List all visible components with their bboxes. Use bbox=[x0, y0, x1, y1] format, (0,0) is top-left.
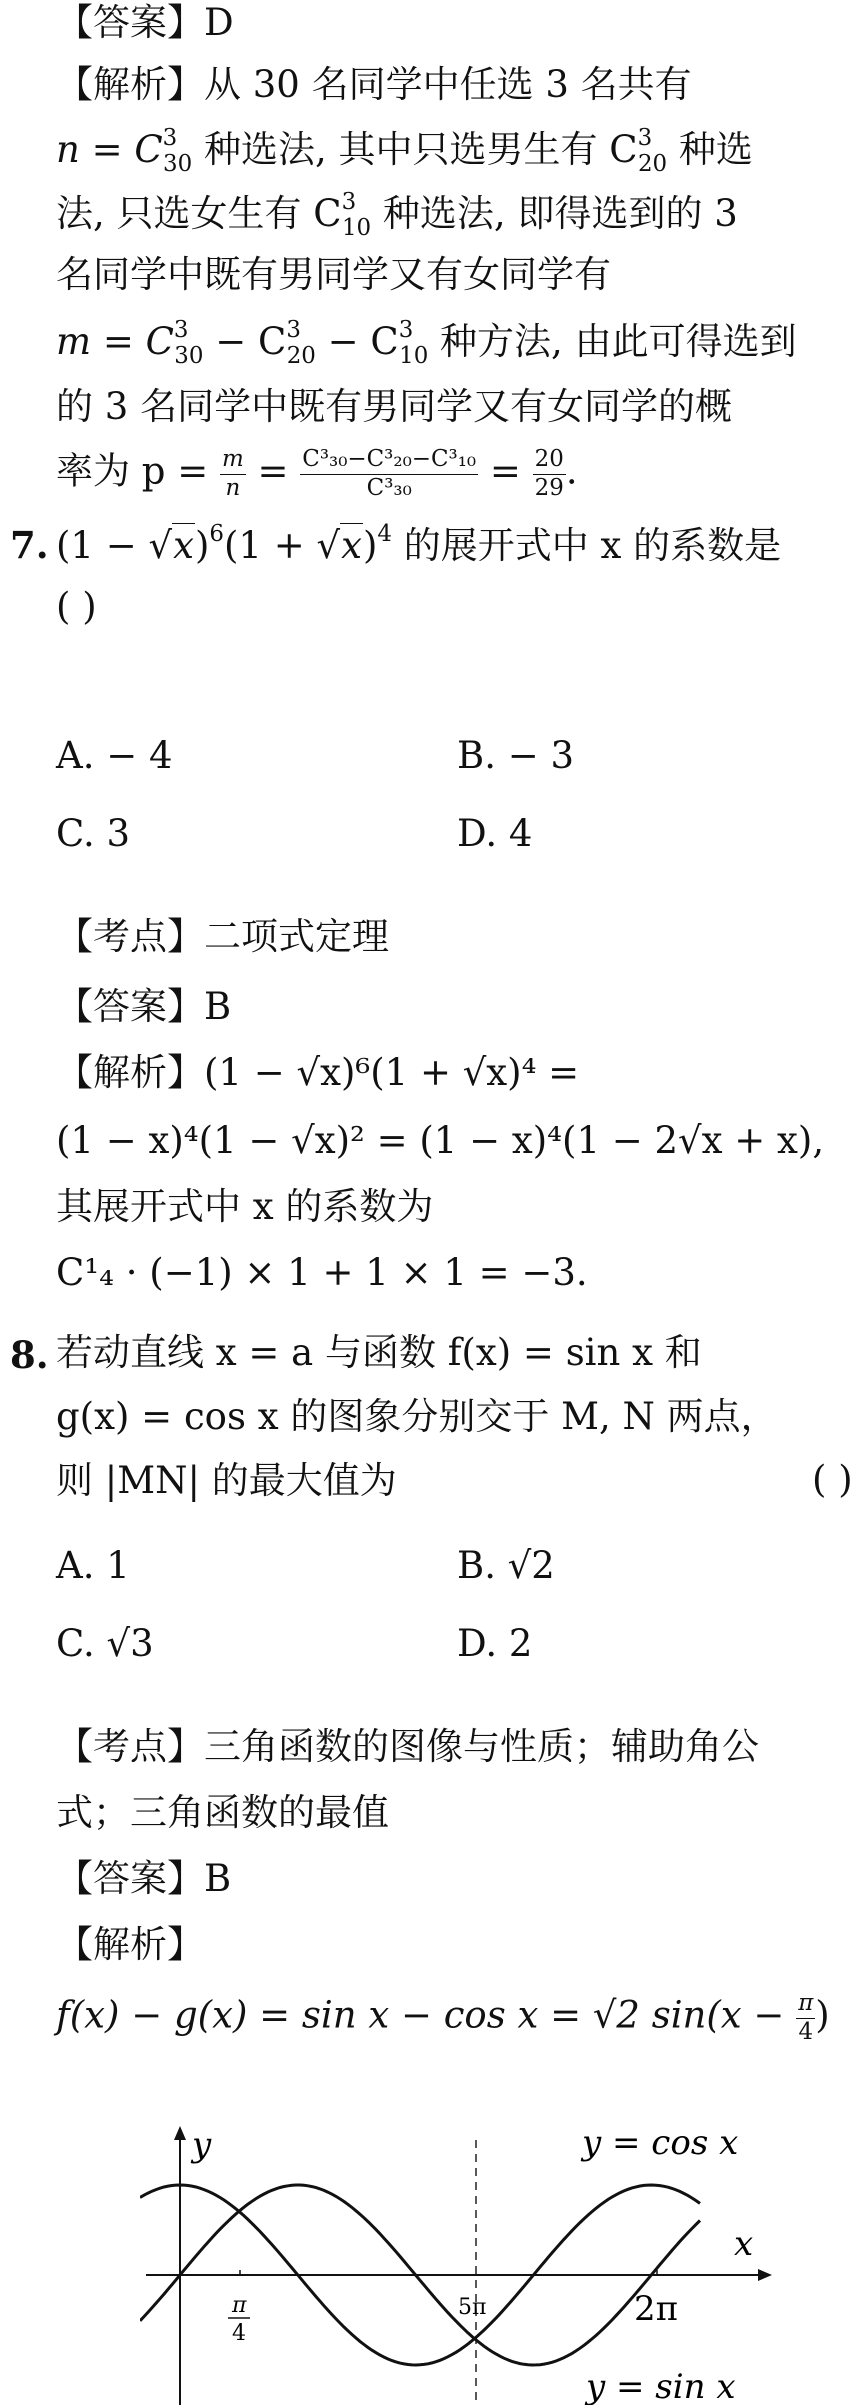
answer-tag: 【答案】 bbox=[56, 1, 204, 44]
sup: 3 bbox=[637, 125, 653, 151]
sup: 3 bbox=[162, 125, 178, 151]
prev-answer-line bbox=[56, 0, 857, 46]
answer-value: B bbox=[204, 1857, 232, 1900]
sin-label: y = sin x bbox=[586, 2367, 736, 2405]
option-value: 1 bbox=[106, 1544, 130, 1587]
point-tag: 【考点】 bbox=[56, 915, 204, 958]
answer-tag: 【答案】 bbox=[56, 1857, 204, 1900]
tick-label-2pi: 2π bbox=[634, 2289, 678, 2329]
q8-point-line-2 bbox=[56, 1790, 857, 1836]
point-text: 式；三角函数的最值 bbox=[56, 1791, 389, 1834]
question-8-stem-3: 则 |MN| 的最大值为 bbox=[56, 1459, 397, 1502]
fraction-combinations bbox=[300, 446, 478, 502]
formula-text: ) bbox=[815, 1993, 830, 2037]
option-b[interactable] bbox=[457, 1544, 555, 1587]
numerator: m bbox=[220, 446, 246, 475]
q8-analysis-tag-line bbox=[56, 1922, 857, 1968]
option-value: √3 bbox=[106, 1622, 154, 1665]
denominator: C³₃₀ bbox=[366, 474, 412, 501]
text: 种选法, 其中只选男生有 C bbox=[192, 128, 638, 172]
option-value: − 3 bbox=[507, 734, 575, 777]
numerator: π bbox=[796, 1990, 815, 2019]
text: 种方法, 由此可得选到 bbox=[428, 320, 797, 364]
answer-value: D bbox=[204, 1, 234, 44]
sup: 3 bbox=[341, 189, 357, 215]
denominator: 4 bbox=[798, 2018, 814, 2045]
analysis-text: 从 30 名同学中任选 3 名共有 bbox=[204, 63, 692, 106]
sub: 10 bbox=[399, 342, 429, 369]
q7-analysis-line-4: C¹₄ · (−1) × 1 + 1 × 1 = −3. bbox=[56, 1251, 588, 1294]
sqrt-x: √x bbox=[148, 524, 194, 568]
radicand: x bbox=[173, 524, 194, 568]
sqrt-x: √x bbox=[316, 524, 362, 568]
y-axis-label: y bbox=[192, 2125, 212, 2165]
x-axis-label: x bbox=[734, 2224, 754, 2264]
text: (1 − bbox=[56, 524, 149, 568]
analysis-text: (1 − √x)⁶(1 + √x)⁴ = bbox=[204, 1051, 580, 1094]
text: 名同学中既有男同学又有女同学有 bbox=[56, 253, 611, 296]
numerator: C³₃₀−C³₂₀−C³₁₀ bbox=[300, 446, 478, 475]
prev-analysis-line-1 bbox=[56, 62, 857, 108]
text: 种选法, 即得选到的 3 bbox=[371, 192, 738, 236]
math-m: m = C bbox=[56, 320, 174, 364]
q7-answer-line bbox=[56, 984, 857, 1030]
analysis-tag: 【解析】 bbox=[56, 63, 204, 106]
sup: 3 bbox=[173, 317, 189, 343]
analysis-tag: 【解析】 bbox=[56, 1051, 204, 1094]
fraction-pi-over-4 bbox=[796, 1990, 815, 2046]
answer-tag: 【答案】 bbox=[56, 985, 204, 1028]
fraction-result bbox=[533, 446, 566, 502]
option-b[interactable] bbox=[457, 734, 574, 777]
denominator: 29 bbox=[534, 474, 564, 501]
q7-point-line bbox=[56, 914, 857, 960]
tick-label-5pi: 5π bbox=[458, 2295, 487, 2320]
tick-label-pi4-den: 4 bbox=[232, 2321, 246, 2346]
option-c[interactable] bbox=[56, 812, 130, 855]
point-tag: 【考点】 bbox=[56, 1725, 204, 1768]
sup: 3 bbox=[398, 317, 414, 343]
option-label: D. bbox=[457, 1622, 498, 1665]
point-text: 二项式定理 bbox=[204, 915, 389, 958]
q7-analysis-line-1 bbox=[56, 1050, 857, 1096]
analysis-tag: 【解析】 bbox=[56, 1923, 204, 1966]
option-label: A. bbox=[56, 1544, 95, 1587]
prev-analysis-line-7: 率为 p = $\frac{m}{n}$ = $\frac{\text{C³₃₀−C³₂₀−C³₁₀}}{\text{C³₃₀}}$ = $\frac{20}{29}$ . bbox=[56, 446, 578, 501]
text: 的 3 名同学中既有男同学又有女同学的概 bbox=[56, 385, 733, 428]
y-axis-arrow bbox=[174, 2126, 186, 2140]
prev-analysis-line-3 bbox=[56, 188, 857, 243]
option-label: D. bbox=[457, 812, 498, 855]
option-label: C. bbox=[56, 812, 95, 855]
option-c[interactable] bbox=[56, 1622, 154, 1665]
q8-point-line-1 bbox=[56, 1724, 857, 1770]
option-a[interactable] bbox=[56, 734, 173, 777]
q7-analysis-line-3: 其展开式中 x 的系数为 bbox=[56, 1185, 434, 1228]
numerator: 20 bbox=[533, 446, 566, 475]
option-d[interactable] bbox=[457, 812, 532, 855]
text: 的展开式中 x 的系数是 bbox=[391, 524, 782, 568]
question-8-paren: ( ) bbox=[812, 1458, 853, 1501]
text: 法, 只选女生有 C bbox=[56, 192, 342, 236]
sub: 30 bbox=[174, 342, 204, 369]
question-8-stem-2: g(x) = cos x 的图象分别交于 M, N 两点， bbox=[56, 1395, 778, 1438]
formula-text: f(x) − g(x) = sin x − cos x = √2 sin(x − bbox=[56, 1993, 797, 2037]
prev-analysis-line-6 bbox=[56, 384, 857, 430]
text: − C bbox=[315, 320, 399, 364]
question-7-stem: $(1 - √x)^6(1 + √x)^4$ 的展开式中 x 的系数是 bbox=[56, 520, 857, 569]
option-label: B. bbox=[457, 1544, 496, 1587]
question-7-paren: ( ) bbox=[56, 585, 97, 628]
answer-value: B bbox=[204, 985, 232, 1028]
prev-analysis-line-5 bbox=[56, 316, 857, 371]
question-7-number: 7. bbox=[10, 523, 49, 567]
sub: 20 bbox=[286, 342, 316, 369]
text: − C bbox=[203, 320, 287, 364]
sub: 30 bbox=[163, 150, 193, 177]
text: 率为 p = bbox=[56, 449, 220, 493]
option-value: √2 bbox=[507, 1544, 555, 1587]
text: 种选 bbox=[667, 128, 753, 172]
option-label: C. bbox=[56, 1622, 95, 1665]
tick-label-pi4-num: π bbox=[232, 2293, 247, 2318]
sub: 20 bbox=[637, 150, 668, 177]
q7-analysis-line-2: (1 − x)⁴(1 − √x)² = (1 − x)⁴(1 − 2√x + x), bbox=[56, 1119, 825, 1162]
option-label: A. bbox=[56, 734, 95, 777]
prev-analysis-line-4 bbox=[56, 252, 857, 298]
option-label: B. bbox=[457, 734, 496, 777]
trig-graph bbox=[140, 2120, 780, 2405]
option-d[interactable] bbox=[457, 1622, 532, 1665]
prev-analysis-line-2 bbox=[56, 124, 857, 179]
question-8-number: 8. bbox=[10, 1333, 49, 1377]
option-a[interactable] bbox=[56, 1544, 130, 1587]
question-8-stem-1: 若动直线 x = a 与函数 f(x) = sin x 和 bbox=[56, 1331, 702, 1374]
option-value: 2 bbox=[508, 1622, 533, 1665]
denominator: n bbox=[225, 474, 241, 501]
q8-answer-line bbox=[56, 1856, 857, 1902]
cos-label: y = cos x bbox=[582, 2123, 739, 2163]
math-n: n = C bbox=[56, 128, 163, 172]
sup: 3 bbox=[286, 317, 301, 343]
x-axis-arrow bbox=[758, 2269, 772, 2281]
point-text: 三角函数的图像与性质；辅助角公 bbox=[204, 1725, 759, 1768]
sub: 10 bbox=[341, 214, 372, 241]
fraction-m-over-n bbox=[220, 446, 246, 502]
q8-analysis-formula bbox=[56, 1990, 857, 2046]
option-value: − 4 bbox=[106, 734, 173, 777]
option-value: 3 bbox=[106, 812, 131, 855]
radicand: x bbox=[341, 524, 362, 568]
option-value: 4 bbox=[508, 812, 533, 855]
